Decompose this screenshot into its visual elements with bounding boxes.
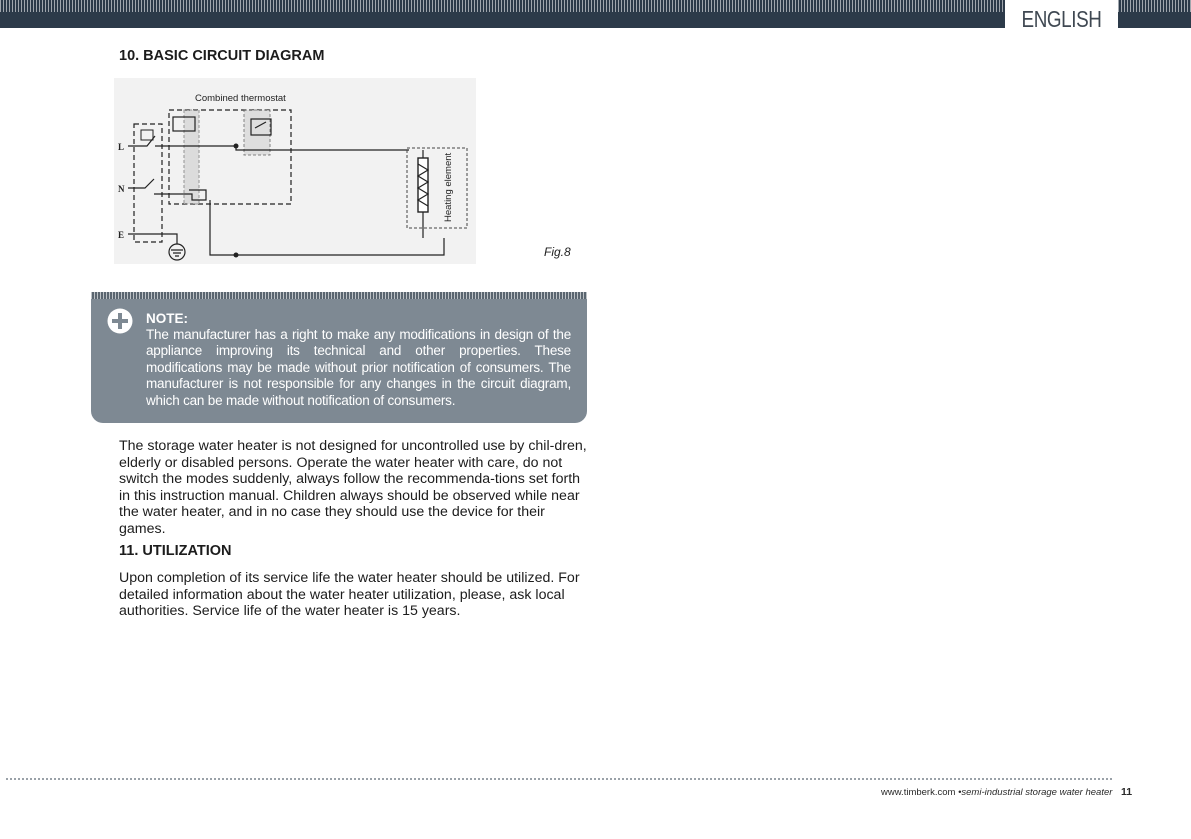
switch-box <box>134 124 162 242</box>
figure-label: Fig.8 <box>544 245 571 259</box>
safety-paragraph: The storage water heater is not designed for uncontrolled use by chil-dren, elderly or disabled persons. Operate the water heater with care, do not switch the modes suddenly, always follow the recommenda-tions set forth in this instruction manual. Children always should be observed while near the water heater, and in no case they should use the device for their games. <box>119 438 587 537</box>
switch-indicator <box>141 130 153 140</box>
utilization-paragraph: Upon completion of its service life the water heater should be utilized. For detailed information about the water heater utilization, please, ask local authorities. Service life of the water heater is 15 years. <box>119 570 580 619</box>
footer-tagline: •semi-industrial storage water heater <box>955 787 1113 798</box>
ground-symbol <box>171 250 183 256</box>
terminal-l-label: L <box>118 142 125 152</box>
circuit-diagram-svg <box>114 78 476 264</box>
live-junction <box>234 144 239 149</box>
footer-site-link[interactable]: www.timberk.com <box>881 787 956 798</box>
ground-icon <box>169 244 185 260</box>
section-10-heading: 10. BASIC CIRCUIT DIAGRAM <box>119 48 325 64</box>
section-11-heading: 11. UTILIZATION <box>119 543 232 559</box>
thermostat-label: Combined thermostat <box>195 93 286 104</box>
note-title: NOTE: <box>146 311 188 326</box>
thermostat-inner-right <box>244 110 270 155</box>
note-stripe <box>91 292 587 299</box>
heating-element-box <box>407 148 467 228</box>
note-body: The manufacturer has a right to make any modifications in design of the appliance improving its technical and other properties. These modifications may be made without prior notification of consumers. The manufacturer is not responsible for any changes in the circuit diagram, which can be made without notification of consumers. <box>146 327 571 408</box>
header-stripe-right <box>1118 0 1191 28</box>
footer-text <box>881 787 1112 798</box>
terminal-e-label: E <box>118 230 125 240</box>
circuit-diagram <box>114 78 476 264</box>
header-stripe-left <box>0 0 1005 28</box>
terminal-n-label: N <box>118 184 125 194</box>
heating-element-label: Heating element <box>443 152 454 222</box>
neutral-junction <box>234 253 239 258</box>
language-label: ENGLISH <box>1021 6 1102 32</box>
neutral-return-wire <box>210 200 444 255</box>
footer-divider <box>6 778 1112 780</box>
note-box <box>91 292 587 423</box>
plus-icon <box>107 308 133 334</box>
page-number: 11 <box>1121 786 1133 798</box>
